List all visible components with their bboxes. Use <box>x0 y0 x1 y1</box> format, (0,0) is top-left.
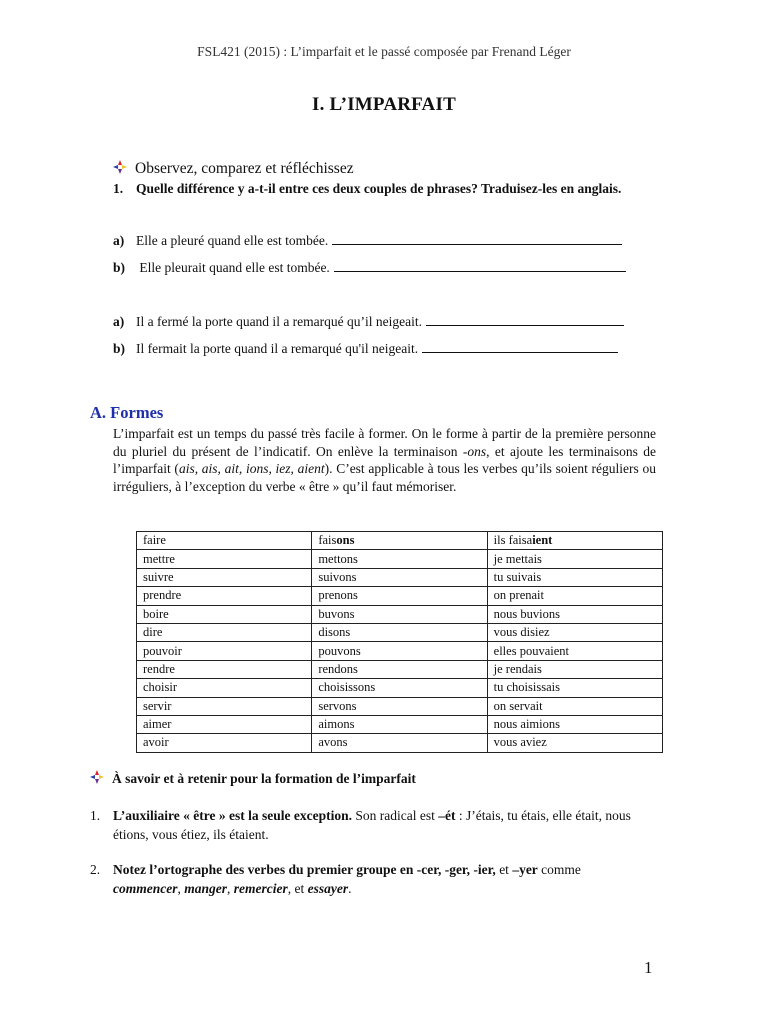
table-row <box>137 623 663 641</box>
yer-ending: –yer <box>512 862 538 877</box>
comma: , <box>177 881 181 896</box>
sentence-label: a) <box>113 314 125 329</box>
table-row <box>137 550 663 568</box>
sentence-text: Il fermait la porte quand il a remarqué qu'il neigeait. <box>136 341 419 356</box>
list-text: , et <box>287 881 308 896</box>
formes-heading: A. Formes <box>90 403 164 422</box>
table-row <box>137 605 663 623</box>
ons-ending: -ons <box>462 443 487 459</box>
imparfait-cell: vous aviez <box>487 734 662 752</box>
table-row <box>137 532 663 550</box>
infinitive-cell: mettre <box>137 550 312 568</box>
verb-example: remercier <box>233 881 288 896</box>
imparfait-cell: je mettais <box>487 550 662 568</box>
infinitive-cell: prendre <box>137 587 312 605</box>
sentence-text: Elle pleurait quand elle est tombée. <box>136 260 330 275</box>
imparfait-cell: nous aimions <box>487 715 662 733</box>
four-arrows-bullet-icon <box>113 160 127 174</box>
imparfait-cell: je rendais <box>487 660 662 678</box>
table-row <box>137 715 663 733</box>
list-text: et <box>495 862 513 877</box>
infinitive-cell: faire <box>137 532 312 550</box>
sentence-text: Il a fermé la porte quand il a remarqué qu’il neigeait. <box>136 314 422 329</box>
sentence-pair-1a <box>113 232 622 249</box>
stem: fais <box>318 533 337 548</box>
present-cell: servons <box>312 697 487 715</box>
list-item-2 <box>90 860 656 898</box>
sentence-label: b) <box>113 341 126 356</box>
savoir-heading: À savoir et à retenir pour la formation de l’imparfait <box>112 771 416 786</box>
ending: ons <box>336 533 355 548</box>
infinitive-cell: pouvoir <box>137 642 312 660</box>
sentence-label: b) <box>113 260 126 275</box>
infinitive-cell: boire <box>137 605 312 623</box>
imparfait-cell: vous disiez <box>487 623 662 641</box>
table-row <box>137 660 663 678</box>
page-title: I. L’IMPARFAIT <box>312 94 456 115</box>
para-part-2: , et ajoute les terminaisons de l’imparfait ( <box>113 443 656 476</box>
infinitive-cell: rendre <box>137 660 312 678</box>
page-number: 1 <box>644 958 653 977</box>
answer-blank[interactable] <box>334 259 626 272</box>
list-text: : J’étais, tu étais, elle était, nous étions, vous étiez, ils étaient. <box>113 808 631 842</box>
comma: , <box>227 881 231 896</box>
imparfait-cell <box>487 532 662 550</box>
savoir-heading-row <box>90 770 416 787</box>
answer-blank[interactable] <box>422 340 618 353</box>
imparfait-endings: ais, ais, ait, ions, iez, aient <box>178 461 325 476</box>
verb-table <box>136 531 663 753</box>
infinitive-cell: choisir <box>137 679 312 697</box>
period: . <box>348 881 352 896</box>
ending: ient <box>532 533 553 548</box>
question-1 <box>113 180 656 198</box>
list-number: 2. <box>90 862 101 877</box>
list-number: 1. <box>90 808 101 823</box>
infinitive-cell: servir <box>137 697 312 715</box>
table-row <box>137 587 663 605</box>
sentence-pair-2a <box>113 313 624 330</box>
formes-paragraph <box>113 425 656 495</box>
infinitive-cell: avoir <box>137 734 312 752</box>
imparfait-cell: nous buvions <box>487 605 662 623</box>
sentence-pair-1b <box>113 259 626 276</box>
table-row <box>137 734 663 752</box>
present-cell: pouvons <box>312 642 487 660</box>
infinitive-cell: suivre <box>137 568 312 586</box>
table-row <box>137 697 663 715</box>
present-cell: rendons <box>312 660 487 678</box>
infinitive-cell: dire <box>137 623 312 641</box>
present-cell: prenons <box>312 587 487 605</box>
list-bold: L’auxiliaire « être » est la seule exception. <box>113 808 352 823</box>
answer-blank[interactable] <box>332 232 622 245</box>
present-cell: avons <box>312 734 487 752</box>
table-row <box>137 568 663 586</box>
table-row <box>137 642 663 660</box>
list-body <box>113 806 656 844</box>
list-text: Son radical est <box>351 808 439 823</box>
present-cell <box>312 532 487 550</box>
verb-example: commencer <box>113 881 178 896</box>
question-text: Quelle différence y a-t-il entre ces deux couples de phrases? Traduisez-les en anglais. <box>136 181 622 196</box>
present-cell: choisissons <box>312 679 487 697</box>
present-cell: suivons <box>312 568 487 586</box>
present-cell: mettons <box>312 550 487 568</box>
verb-example: essayer <box>307 881 349 896</box>
table-row <box>137 679 663 697</box>
list-text: comme <box>537 862 581 877</box>
observe-heading-row <box>113 160 354 178</box>
verb-example: manger <box>184 881 227 896</box>
imparfait-cell: on prenait <box>487 587 662 605</box>
observe-heading: Observez, comparez et réfléchissez <box>135 160 354 177</box>
infinitive-cell: aimer <box>137 715 312 733</box>
list-item-1 <box>90 806 656 844</box>
sentence-pair-2b <box>113 340 618 357</box>
question-number: 1. <box>113 181 124 196</box>
radical: –ét <box>438 808 456 823</box>
imparfait-cell: tu choisissais <box>487 679 662 697</box>
imparfait-cell: on servait <box>487 697 662 715</box>
list-bold: Notez l’ortographe des verbes du premier groupe en -cer, -ger, -ier, <box>113 862 496 877</box>
present-cell: disons <box>312 623 487 641</box>
sentence-text: Elle a pleuré quand elle est tombée. <box>136 233 329 248</box>
sentence-label: a) <box>113 233 125 248</box>
page-header: FSL421 (2015) : L’imparfait et le passé composée par Frenand Léger <box>197 44 571 59</box>
imparfait-cell: tu suivais <box>487 568 662 586</box>
list-body <box>113 860 656 898</box>
answer-blank[interactable] <box>426 313 624 326</box>
para-part-1: L’imparfait est un temps du passé très facile à former. On le forme à partir de la première personne du pluriel du présent de l’indicatif. On enlève la terminaison <box>113 426 656 459</box>
present-cell: buvons <box>312 605 487 623</box>
four-arrows-bullet-icon <box>90 770 104 784</box>
para-part-3: ). C’est applicable à tous les verbes qu’ils soient réguliers ou irréguliers, à l’exception du verbe « être » qu’il faut mémoriser. <box>113 461 656 494</box>
stem: ils faisa <box>493 533 533 548</box>
present-cell: aimons <box>312 715 487 733</box>
imparfait-cell: elles pouvaient <box>487 642 662 660</box>
